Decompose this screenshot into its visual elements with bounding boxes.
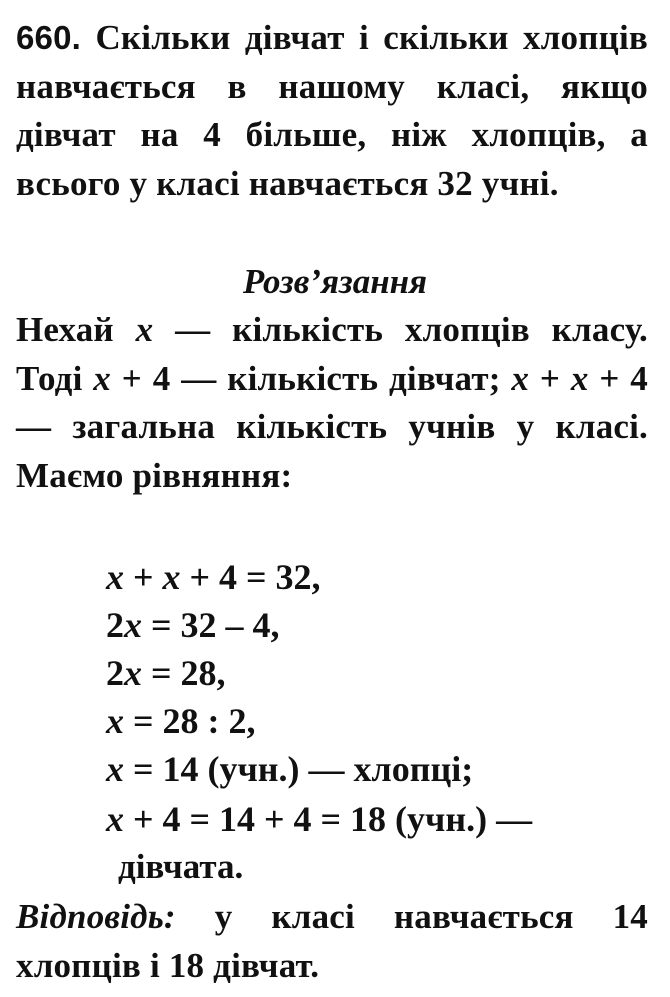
equation-5: x = 14 (учн.) — хлопці; (106, 749, 474, 789)
solution-fragment: + (529, 358, 571, 398)
solution-fragment: + 4 — кількість дівчат; (111, 358, 512, 398)
solution-fragment: — кількість хлопців класу. Тоді (16, 310, 648, 398)
equation-1: x + x + 4 = 32, (106, 557, 321, 597)
variable-x: x (570, 358, 589, 398)
problem-statement (16, 14, 648, 208)
answer (16, 893, 648, 990)
equation-6: x + 4 = 14 + 4 = 18 (учн.) — (106, 799, 533, 839)
variable-x: x (135, 310, 154, 349)
solution-fragment: + 4 — загальна кількість учнів у класі. Маємо рівняння: (16, 358, 648, 495)
equation-6-continuation: дівчата. (118, 847, 244, 886)
solution-fragment: Нехай (16, 310, 136, 349)
variable-x: x (93, 358, 111, 398)
equation-4: x = 28 : 2, (106, 701, 256, 741)
variable-x: x (511, 358, 530, 398)
equation-3: 2x = 28, (106, 653, 226, 693)
problem-number: 660. (16, 19, 82, 56)
solution-text (16, 306, 648, 500)
answer-label: Відповідь: (16, 897, 176, 936)
answer-text: у класі навчається 14 хлопців і 18 дівчат. (16, 897, 648, 985)
solution-heading: Розв’язання (242, 262, 428, 301)
equation-2: 2x = 32 – 4, (106, 605, 280, 645)
problem-text: Скільки дівчат і скільки хлопців навчається в нашому класі, якщо дівчат на 4 більше, ніж хлопців, а всього у класі навчається 32 учні. (16, 18, 648, 203)
